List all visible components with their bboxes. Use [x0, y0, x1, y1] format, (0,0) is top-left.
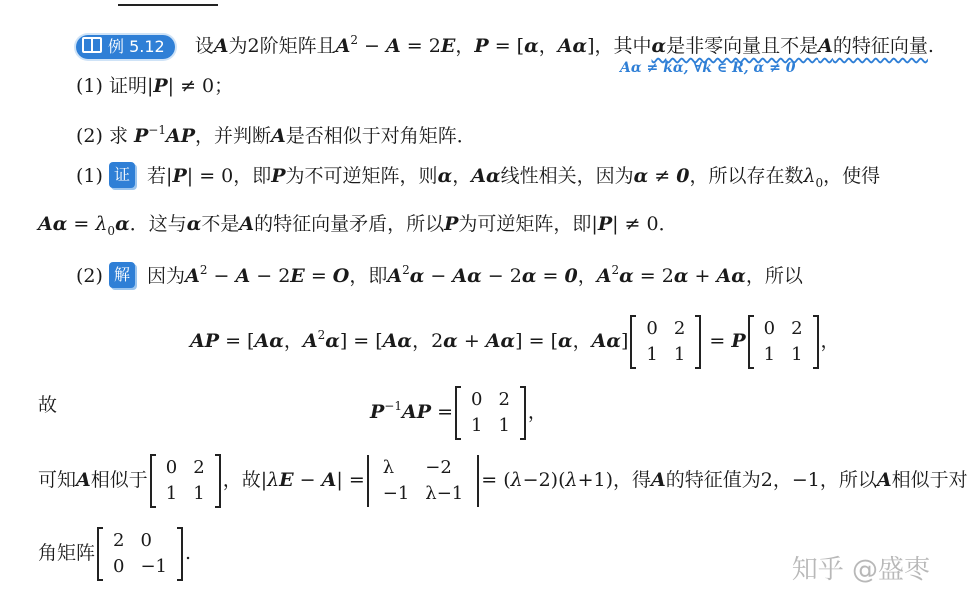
proof-line-2: $A\alpha = \lambda_0\alpha$．这与α不是A的特征向量矛盾，所以P为可逆矩阵，即|P| ≠ 0． — [38, 213, 678, 238]
gu-label: 故 — [38, 394, 58, 416]
determinant: λ −2 −1 λ−1 — [367, 455, 480, 507]
example-badge: 例 5.12 — [76, 35, 175, 59]
matrix-1: 0 2 1 1 — [630, 316, 701, 368]
diag-line: 角矩阵 2 0 0 −1 . — [38, 525, 191, 581]
problem-line — [76, 28, 934, 59]
top-fragment-line — [118, 0, 218, 6]
proof-tag: 证 — [109, 162, 135, 188]
question-2: (2) 求 $P^{-1}AP$，并判断A是否相似于对角矩阵． — [76, 123, 476, 147]
diagonal-matrix: 2 0 0 −1 — [97, 528, 183, 580]
solve-line-1: (2) 解 因为$A^2 - A - 2E = O$，即$A^2\alpha - A\alpha - 2\alpha = 0$，$A^2\alpha = 2\alpha + A\alpha$，所以 — [76, 263, 803, 287]
matrix-2: 0 2 1 1 — [748, 316, 819, 368]
matrix-4: 0 2 1 1 — [150, 455, 221, 507]
annotation-note: Aα ≠ kα, ∀k ∈ R, α ≠ 0 — [620, 60, 796, 76]
conclusion-line: 可知A相似于 0 2 1 1 ，故|λE − A| = λ −2 −1 λ−1 = (λ−2)(λ+1)，得A的特征值为2，−1，所以A相似于对 — [38, 452, 968, 508]
watermark: 知乎 @盛枣 — [791, 555, 930, 585]
equation-2: $P^{-1}AP$ = 0 2 1 1 ， — [370, 378, 547, 440]
proof-line-1: (1) 证 若|P| = 0，即P为不可逆矩阵，则α，Aα线性相关，因为α ≠ 0，所以存在数$\lambda_0$，使得 — [76, 162, 880, 195]
book-icon — [82, 37, 102, 53]
equation-1: AP = [Aα，$A^2\alpha] = [A\alpha$，2α + Aα] = [α，Aα] 0 2 1 1 = P 0 2 1 1 ， — [190, 307, 840, 369]
matrix-3: 0 2 1 1 — [455, 387, 526, 439]
problem-text: 设A为2阶矩阵且$A^2 - A = 2E$，P = [α，Aα]，其中α是非零向量且不是A的特征向量. — [194, 33, 934, 57]
question-1: (1) 证明|P| ≠ 0； — [76, 75, 234, 97]
solve-tag: 解 — [109, 262, 135, 288]
